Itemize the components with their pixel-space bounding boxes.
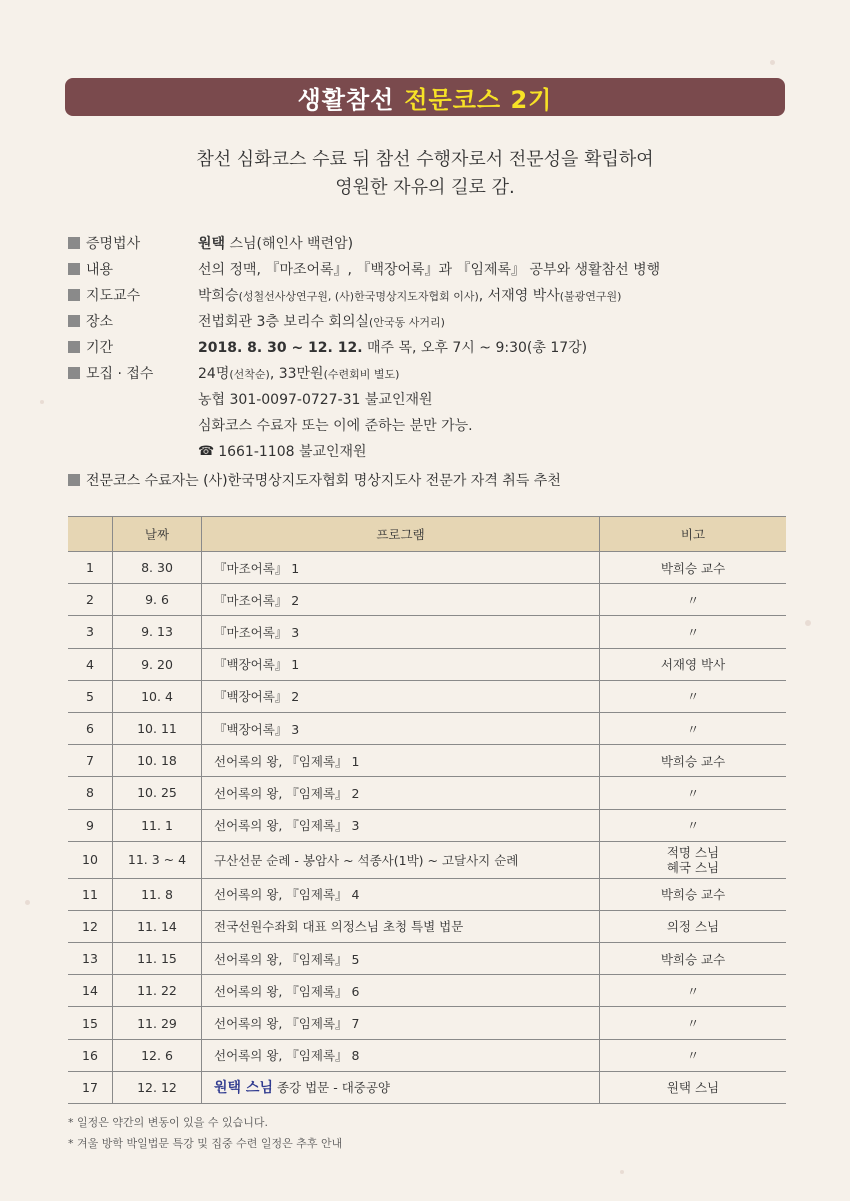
- cell-note: 〃: [600, 1039, 787, 1071]
- cell-date: 10. 4: [113, 680, 202, 712]
- cell-date: 12. 12: [113, 1071, 202, 1103]
- cell-program: [202, 745, 600, 777]
- cell-number: 17: [68, 1071, 113, 1103]
- footnotes: [68, 1112, 342, 1154]
- cell-date: 12. 6: [113, 1039, 202, 1071]
- cell-number: 3: [68, 616, 113, 648]
- cell-date: 9. 20: [113, 648, 202, 680]
- place-detail: (안국동 사거리): [369, 316, 445, 329]
- cell-number: 6: [68, 712, 113, 744]
- cell-number: 7: [68, 745, 113, 777]
- program-highlight: 원택 스님: [214, 1080, 273, 1097]
- cell-number: 9: [68, 809, 113, 841]
- table-row: [68, 777, 786, 809]
- professor-affiliation-2: (불광연구원): [559, 290, 622, 303]
- cell-program: [202, 777, 600, 809]
- info-value: 농협 301-0097-0727-31 불교인재원: [198, 392, 433, 408]
- cell-date: 11. 1: [113, 809, 202, 841]
- info-value: [198, 311, 445, 331]
- intro-text: [0, 146, 850, 202]
- cell-date: 10. 11: [113, 712, 202, 744]
- square-bullet-icon: [68, 237, 80, 249]
- cell-note: [600, 841, 787, 878]
- program-text: 선어록의 왕, 『임제록』 3: [214, 818, 360, 834]
- table-row: [68, 975, 786, 1007]
- intro-line-2: 영원한 자유의 길로 감.: [335, 177, 515, 198]
- info-professor: [68, 282, 768, 308]
- program-text: 『백장어록』 1: [214, 657, 300, 673]
- cell-note: 〃: [600, 584, 787, 616]
- cell-program: [202, 1039, 600, 1071]
- paper-speck: [770, 60, 775, 65]
- cell-date: 9. 13: [113, 616, 202, 648]
- table-header-row: [68, 517, 786, 552]
- table-row: [68, 1007, 786, 1039]
- column-header-note: 비고: [600, 517, 787, 552]
- cell-note: 〃: [600, 809, 787, 841]
- program-text: 종강 법문 - 대중공양: [272, 1080, 390, 1096]
- table-row: [68, 878, 786, 910]
- cell-date: 10. 18: [113, 745, 202, 777]
- cell-note: 〃: [600, 1007, 787, 1039]
- program-text: 선어록의 왕, 『임제록』 5: [214, 951, 360, 967]
- info-recruit-bank: [68, 386, 768, 412]
- intro-line-1: 참선 심화코스 수료 뒤 참선 수행자로서 전문성을 확립하여: [196, 149, 654, 170]
- cell-note: 〃: [600, 777, 787, 809]
- square-bullet-icon: [68, 263, 80, 275]
- info-recruit: [68, 360, 768, 386]
- column-header-date: 날짜: [113, 517, 202, 552]
- column-header-program: 프로그램: [202, 517, 600, 552]
- period-rest: 매주 목, 오후 7시 ~ 9:30(총 17강): [362, 340, 588, 356]
- cell-program: [202, 584, 600, 616]
- program-text: 선어록의 왕, 『임제록』 2: [214, 785, 360, 801]
- recruit-order: (선착순): [229, 368, 270, 381]
- cell-program: [202, 975, 600, 1007]
- cell-number: 4: [68, 648, 113, 680]
- program-text: 『백장어록』 3: [214, 721, 300, 737]
- table-row: [68, 616, 786, 648]
- info-value: 심화코스 수료자 또는 이에 준하는 분만 가능.: [198, 418, 473, 434]
- cell-number: 5: [68, 680, 113, 712]
- recruit-fee-note: (수련회비 별도): [323, 368, 400, 381]
- square-bullet-icon: [68, 341, 80, 353]
- cell-program: [202, 680, 600, 712]
- cell-program: [202, 552, 600, 584]
- square-bullet-icon: [68, 474, 80, 486]
- cell-number: 11: [68, 878, 113, 910]
- cell-program: [202, 841, 600, 878]
- cell-program: [202, 712, 600, 744]
- cell-program: [202, 910, 600, 942]
- professor-name-2: 서재영 박사: [487, 288, 560, 304]
- square-bullet-icon: [68, 367, 80, 379]
- program-text: 『마조어록』 2: [214, 592, 300, 608]
- telephone-icon: ☎: [198, 443, 215, 459]
- info-period: [68, 334, 768, 360]
- program-text: 선어록의 왕, 『임제록』 1: [214, 753, 360, 769]
- cell-program: [202, 943, 600, 975]
- paper-speck: [620, 1170, 624, 1174]
- program-text: 선어록의 왕, 『임제록』 6: [214, 983, 360, 999]
- cell-number: 12: [68, 910, 113, 942]
- cell-program: [202, 1071, 600, 1103]
- cell-program: [202, 1007, 600, 1039]
- table-row: [68, 910, 786, 942]
- cell-number: 10: [68, 841, 113, 878]
- info-value: [198, 233, 353, 253]
- column-header-number: [68, 517, 113, 552]
- info-label: 기간: [86, 340, 114, 356]
- title-main: 생활참선: [297, 85, 395, 114]
- cell-number: 16: [68, 1039, 113, 1071]
- program-text: 전국선원수좌회 대표 의정스님 초청 특별 법문: [214, 919, 464, 935]
- cell-number: 8: [68, 777, 113, 809]
- cell-program: [202, 616, 600, 648]
- info-label: 증명법사: [86, 236, 141, 252]
- cell-note: 원택 스님: [600, 1071, 787, 1103]
- square-bullet-icon: [68, 315, 80, 327]
- professor-separator: ,: [478, 288, 488, 304]
- program-text: 구산선문 순례 - 봉암사 ~ 석종사(1박) ~ 고달사지 순례: [214, 852, 519, 868]
- table-row: [68, 809, 786, 841]
- program-text: 선어록의 왕, 『임제록』 8: [214, 1048, 360, 1064]
- info-value: [198, 285, 621, 305]
- cell-note: 박희승 교수: [600, 745, 787, 777]
- info-place: [68, 308, 768, 334]
- info-section: [68, 230, 768, 494]
- professor-affiliation-1: (성철선사상연구원, (사)한국명상지도자협회 이사): [238, 290, 479, 303]
- cell-number: 15: [68, 1007, 113, 1039]
- footnote-2: * 겨울 방학 박일법문 특강 및 집중 수련 일정은 추후 안내: [68, 1137, 343, 1150]
- certify-name: 원택: [198, 236, 226, 252]
- program-text: 선어록의 왕, 『임제록』 7: [214, 1016, 360, 1032]
- footnote-1: * 일정은 약간의 변동이 있을 수 있습니다.: [68, 1116, 268, 1129]
- cell-date: 11. 8: [113, 878, 202, 910]
- table-row: [68, 680, 786, 712]
- info-label: 지도교수: [86, 288, 141, 304]
- table-row: [68, 584, 786, 616]
- table-row: [68, 1071, 786, 1103]
- cell-program: [202, 809, 600, 841]
- cell-date: 11. 3 ~ 4: [113, 841, 202, 878]
- square-bullet-icon: [68, 289, 80, 301]
- cell-note: 〃: [600, 975, 787, 1007]
- certify-rest: 스님(해인사 백련암): [225, 236, 354, 252]
- cell-note: 〃: [600, 616, 787, 648]
- cell-date: 11. 22: [113, 975, 202, 1007]
- table-row: [68, 745, 786, 777]
- paper-speck: [805, 620, 811, 626]
- info-label: 장소: [86, 314, 114, 330]
- cell-number: 13: [68, 943, 113, 975]
- cell-date: 11. 29: [113, 1007, 202, 1039]
- info-certification-note: [68, 466, 768, 494]
- paper-speck: [25, 900, 30, 905]
- recruit-count: 24명: [198, 366, 230, 382]
- table-row: [68, 841, 786, 878]
- program-text: 선어록의 왕, 『임제록』 4: [214, 887, 360, 903]
- title-accent: 전문코스 2기: [404, 85, 553, 114]
- table-row: [68, 712, 786, 744]
- info-recruit-eligibility: [68, 412, 768, 438]
- program-text: 『마조어록』 3: [214, 624, 300, 640]
- cell-date: 11. 14: [113, 910, 202, 942]
- info-label: 모집 · 접수: [86, 366, 154, 382]
- schedule-table: [68, 516, 786, 1104]
- info-recruit-phone: [68, 438, 768, 464]
- page-title: [65, 78, 785, 116]
- info-value: [198, 363, 399, 383]
- table-row: [68, 648, 786, 680]
- cell-number: 2: [68, 584, 113, 616]
- note-line-2: 혜국 스님: [666, 859, 720, 875]
- cell-program: [202, 878, 600, 910]
- info-content: [68, 256, 768, 282]
- recruit-fee: , 33만원: [269, 366, 324, 382]
- cell-note: 〃: [600, 712, 787, 744]
- cell-note: 박희승 교수: [600, 878, 787, 910]
- cell-date: 9. 6: [113, 584, 202, 616]
- info-value: 1661-1108 불교인재원: [218, 444, 367, 460]
- paper-speck: [40, 400, 44, 404]
- table-row: [68, 943, 786, 975]
- info-value: 전문코스 수료자는 (사)한국명상지도자협회 명상지도사 전문가 자격 취득 추천: [86, 473, 561, 489]
- cell-date: 8. 30: [113, 552, 202, 584]
- program-text: 『백장어록』 2: [214, 689, 300, 705]
- cell-note: 박희승 교수: [600, 552, 787, 584]
- cell-number: 1: [68, 552, 113, 584]
- cell-note: 의정 스님: [600, 910, 787, 942]
- cell-note: 박희승 교수: [600, 943, 787, 975]
- professor-name-1: 박희승: [198, 288, 239, 304]
- note-line-1: 적명 스님: [666, 844, 720, 860]
- info-label: 내용: [86, 262, 114, 278]
- table-row: [68, 1039, 786, 1071]
- cell-note: 〃: [600, 680, 787, 712]
- cell-note: 서재영 박사: [600, 648, 787, 680]
- period-dates: 2018. 8. 30 ~ 12. 12.: [198, 340, 363, 356]
- place-value: 전법회관 3층 보리수 회의실: [198, 314, 370, 330]
- cell-date: 10. 25: [113, 777, 202, 809]
- cell-date: 11. 15: [113, 943, 202, 975]
- table-row: [68, 552, 786, 584]
- info-certify: [68, 230, 768, 256]
- program-text: 『마조어록』 1: [214, 560, 300, 576]
- info-value: [198, 337, 587, 357]
- cell-program: [202, 648, 600, 680]
- cell-number: 14: [68, 975, 113, 1007]
- info-value: 선의 정맥, 『마조어록』, 『백장어록』과 『임제록』 공부와 생활참선 병행: [198, 262, 661, 278]
